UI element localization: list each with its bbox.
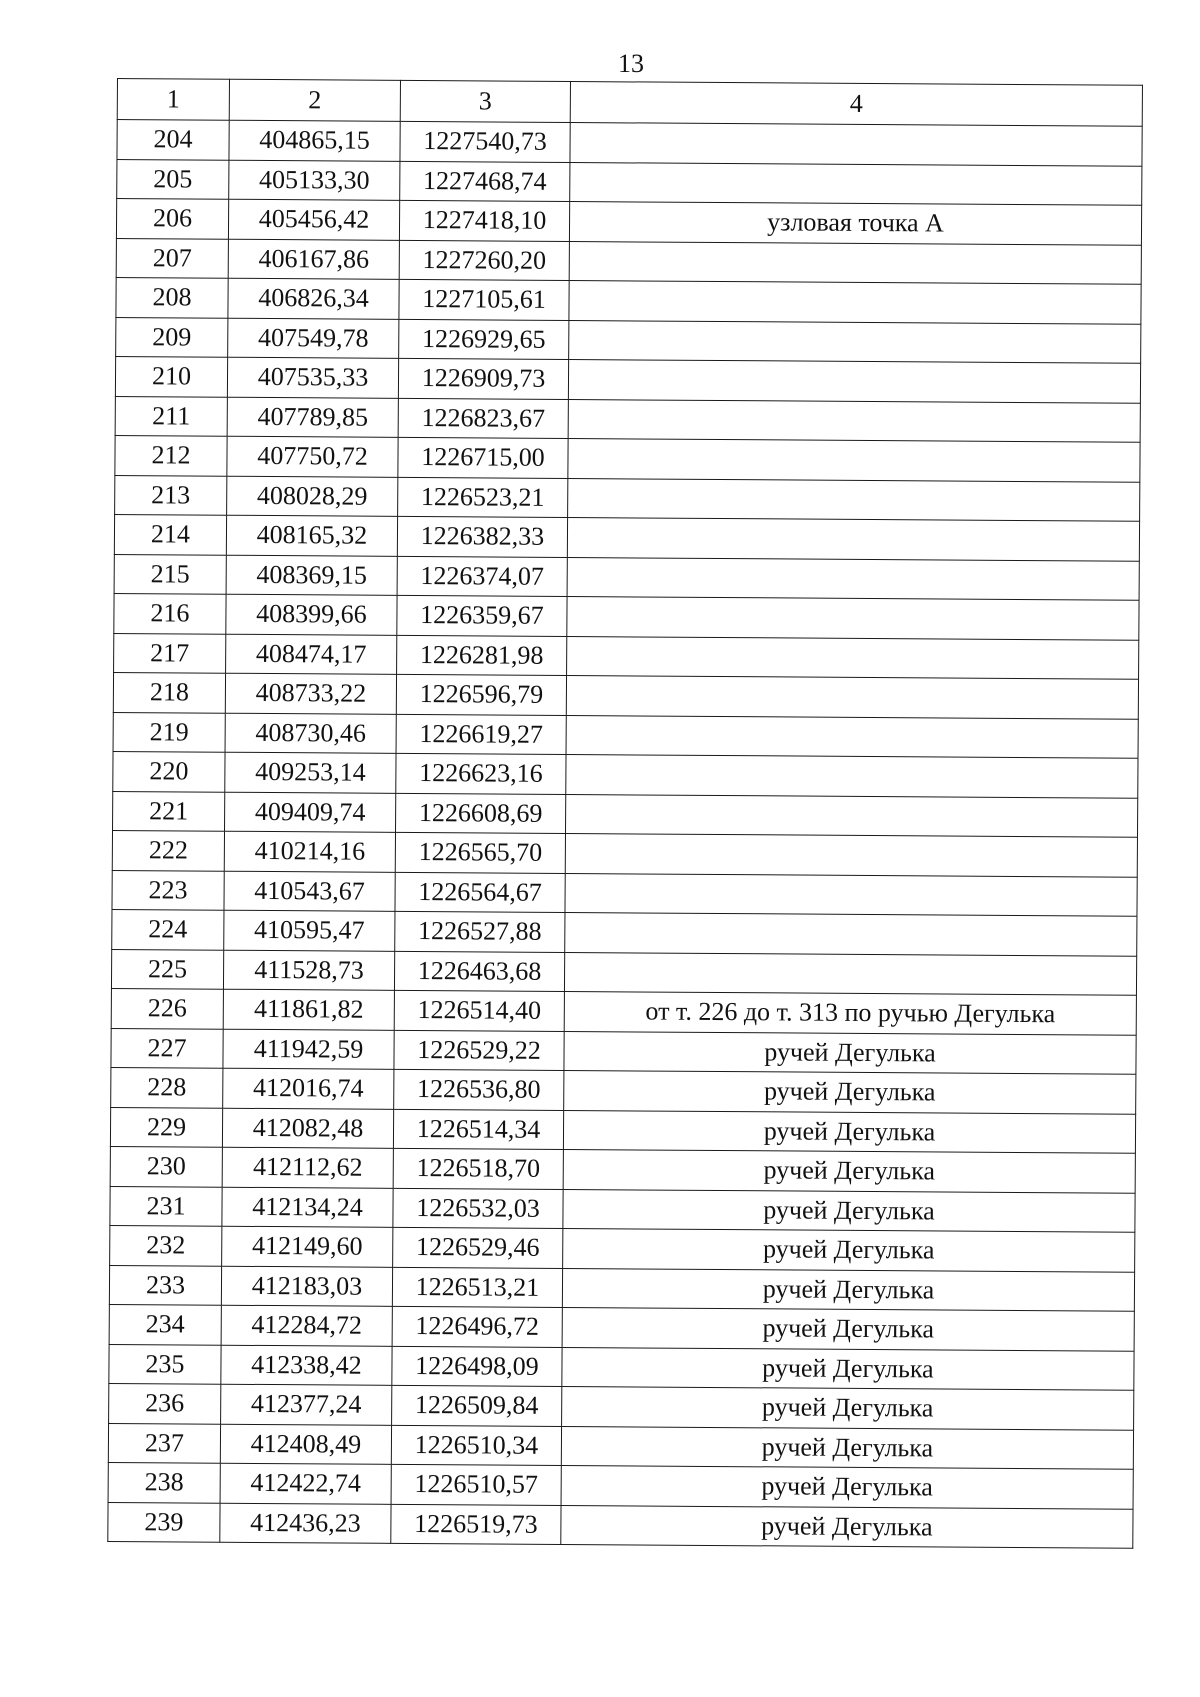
- y-coordinate-cell: 1226510,57: [391, 1464, 561, 1505]
- y-coordinate-cell: 1227260,20: [399, 240, 569, 281]
- column-header-3: 3: [400, 80, 570, 122]
- description-cell: ручей Дегулька: [562, 1307, 1134, 1350]
- table-row: [116, 199, 1141, 245]
- x-coordinate-cell: 410543,67: [224, 871, 395, 912]
- coordinates-table: [107, 78, 1143, 1549]
- description-cell: ручей Дегулька: [561, 1465, 1133, 1508]
- description-cell: [567, 517, 1139, 560]
- table-row: [115, 396, 1140, 442]
- x-coordinate-cell: 412436,23: [220, 1503, 391, 1544]
- point-number-cell: 208: [116, 277, 228, 317]
- table-row: [115, 475, 1140, 521]
- description-cell: ручей Дегулька: [562, 1347, 1134, 1390]
- point-number-cell: 210: [115, 356, 227, 396]
- y-coordinate-cell: 1226523,21: [398, 477, 568, 518]
- point-number-cell: 235: [109, 1344, 221, 1384]
- point-number-cell: 216: [114, 593, 226, 633]
- table-row: [116, 317, 1141, 363]
- x-coordinate-cell: 408165,32: [226, 515, 397, 556]
- page-number: 13: [618, 49, 644, 78]
- y-coordinate-cell: 1226281,98: [397, 635, 567, 676]
- y-coordinate-cell: 1226527,88: [395, 911, 565, 952]
- x-coordinate-cell: 404865,15: [229, 120, 400, 161]
- table-row: [109, 1344, 1134, 1390]
- description-cell: ручей Дегулька: [561, 1505, 1133, 1548]
- table-row: [116, 238, 1141, 284]
- description-cell: ручей Дегулька: [563, 1110, 1135, 1153]
- table-row: [115, 356, 1140, 402]
- x-coordinate-cell: 412338,42: [221, 1345, 392, 1386]
- description-cell: узловая точка А: [569, 202, 1141, 245]
- point-number-cell: 226: [111, 988, 223, 1028]
- point-number-cell: 238: [108, 1462, 220, 1502]
- x-coordinate-cell: 412149,60: [222, 1226, 393, 1267]
- table-row: [109, 1383, 1134, 1429]
- y-coordinate-cell: 1226715,00: [398, 437, 568, 478]
- x-coordinate-cell: 412422,74: [220, 1463, 391, 1504]
- y-coordinate-cell: 1226463,68: [394, 951, 564, 992]
- y-coordinate-cell: 1227540,73: [400, 121, 570, 162]
- point-number-cell: 234: [109, 1304, 221, 1344]
- y-coordinate-cell: 1226514,40: [394, 990, 564, 1031]
- point-number-cell: 215: [114, 554, 226, 594]
- table-row: [110, 1186, 1135, 1232]
- y-coordinate-cell: 1226823,67: [398, 398, 568, 439]
- x-coordinate-cell: 405133,30: [229, 160, 400, 201]
- x-coordinate-cell: 412082,48: [222, 1108, 393, 1149]
- point-number-cell: 220: [113, 751, 225, 791]
- y-coordinate-cell: 1226519,73: [391, 1504, 561, 1545]
- column-header-2: 2: [229, 79, 400, 121]
- y-coordinate-cell: 1226518,70: [393, 1148, 563, 1189]
- x-coordinate-cell: 408028,29: [227, 476, 398, 517]
- description-cell: от т. 226 до т. 313 по ручью Дегулька: [564, 991, 1136, 1034]
- description-cell: ручей Дегулька: [564, 1031, 1136, 1074]
- point-number-cell: 229: [110, 1107, 222, 1147]
- coordinates-table-wrapper: [107, 78, 1142, 1549]
- table-header-row: [117, 79, 1142, 127]
- description-cell: ручей Дегулька: [563, 1189, 1135, 1232]
- y-coordinate-cell: 1226496,72: [392, 1306, 562, 1347]
- table-row: [113, 712, 1138, 758]
- y-coordinate-cell: 1226608,69: [396, 793, 566, 834]
- x-coordinate-cell: 407535,33: [227, 357, 398, 398]
- point-number-cell: 214: [114, 514, 226, 554]
- x-coordinate-cell: 412183,03: [221, 1266, 392, 1307]
- table-row: [113, 751, 1138, 797]
- x-coordinate-cell: 406167,86: [228, 239, 399, 280]
- description-cell: [567, 557, 1139, 600]
- y-coordinate-cell: 1226374,07: [397, 556, 567, 597]
- point-number-cell: 217: [114, 633, 226, 673]
- description-cell: [570, 123, 1142, 166]
- table-row: [116, 277, 1141, 323]
- point-number-cell: 206: [116, 199, 228, 239]
- y-coordinate-cell: 1226382,33: [397, 516, 567, 557]
- point-number-cell: 227: [111, 1028, 223, 1068]
- point-number-cell: 221: [113, 791, 225, 831]
- description-cell: [566, 754, 1138, 797]
- y-coordinate-cell: 1226359,67: [397, 595, 567, 636]
- description-cell: ручей Дегулька: [561, 1426, 1133, 1469]
- description-cell: [565, 833, 1137, 876]
- table-row: [114, 514, 1139, 560]
- point-number-cell: 237: [108, 1423, 220, 1463]
- table-row: [111, 949, 1136, 995]
- description-cell: [566, 675, 1138, 718]
- point-number-cell: 239: [108, 1502, 220, 1542]
- x-coordinate-cell: 411942,59: [223, 1029, 394, 1070]
- y-coordinate-cell: 1226529,46: [393, 1227, 563, 1268]
- x-coordinate-cell: 405456,42: [228, 199, 399, 240]
- x-coordinate-cell: 409253,14: [225, 752, 396, 793]
- description-cell: [569, 241, 1141, 284]
- y-coordinate-cell: 1226514,34: [393, 1109, 563, 1150]
- point-number-cell: 225: [111, 949, 223, 989]
- point-number-cell: 228: [111, 1067, 223, 1107]
- point-number-cell: 213: [115, 475, 227, 515]
- description-cell: ручей Дегулька: [562, 1268, 1134, 1311]
- point-number-cell: 233: [109, 1265, 221, 1305]
- x-coordinate-cell: 408474,17: [226, 634, 397, 675]
- x-coordinate-cell: 408369,15: [226, 555, 397, 596]
- y-coordinate-cell: 1226619,27: [396, 714, 566, 755]
- table-row: [108, 1462, 1133, 1508]
- x-coordinate-cell: 412112,62: [222, 1147, 393, 1188]
- x-coordinate-cell: 408399,66: [226, 594, 397, 635]
- table-row: [111, 1067, 1136, 1113]
- y-coordinate-cell: 1226929,65: [399, 319, 569, 360]
- table-row: [115, 435, 1140, 481]
- description-cell: ручей Дегулька: [564, 1070, 1136, 1113]
- x-coordinate-cell: 410214,16: [224, 831, 395, 872]
- table-row: [108, 1423, 1133, 1469]
- y-coordinate-cell: 1227468,74: [400, 161, 570, 202]
- x-coordinate-cell: 412134,24: [222, 1187, 393, 1228]
- description-cell: [568, 360, 1140, 403]
- table-row: [114, 633, 1139, 679]
- x-coordinate-cell: 412284,72: [221, 1305, 392, 1346]
- table-row: [117, 159, 1142, 205]
- table-row: [114, 593, 1139, 639]
- description-cell: [568, 399, 1140, 442]
- table-row: [109, 1304, 1134, 1350]
- y-coordinate-cell: 1226536,80: [394, 1069, 564, 1110]
- y-coordinate-cell: 1226513,21: [392, 1267, 562, 1308]
- table-row: [111, 1028, 1136, 1074]
- description-cell: [565, 912, 1137, 955]
- y-coordinate-cell: 1226510,34: [391, 1425, 561, 1466]
- x-coordinate-cell: 408730,46: [225, 713, 396, 754]
- table-row: [108, 1502, 1133, 1548]
- x-coordinate-cell: 411861,82: [223, 989, 394, 1030]
- y-coordinate-cell: 1226623,16: [396, 753, 566, 794]
- description-cell: [567, 636, 1139, 679]
- y-coordinate-cell: 1226565,70: [395, 832, 565, 873]
- point-number-cell: 223: [112, 870, 224, 910]
- description-cell: ручей Дегулька: [563, 1149, 1135, 1192]
- point-number-cell: 224: [112, 909, 224, 949]
- x-coordinate-cell: 407789,85: [227, 397, 398, 438]
- x-coordinate-cell: 409409,74: [225, 792, 396, 833]
- table-body: [108, 120, 1142, 1549]
- column-header-4: 4: [570, 82, 1142, 127]
- x-coordinate-cell: 412408,49: [220, 1424, 391, 1465]
- x-coordinate-cell: 412016,74: [223, 1068, 394, 1109]
- point-number-cell: 212: [115, 435, 227, 475]
- y-coordinate-cell: 1226909,73: [398, 358, 568, 399]
- table-row: [110, 1225, 1135, 1271]
- x-coordinate-cell: 411528,73: [223, 950, 394, 991]
- point-number-cell: 211: [115, 396, 227, 436]
- x-coordinate-cell: 408733,22: [225, 673, 396, 714]
- description-cell: [568, 438, 1140, 481]
- table-row: [112, 830, 1137, 876]
- point-number-cell: 231: [110, 1186, 222, 1226]
- table-row: [113, 791, 1138, 837]
- y-coordinate-cell: 1226532,03: [393, 1188, 563, 1229]
- description-cell: [569, 320, 1141, 363]
- y-coordinate-cell: 1226529,22: [394, 1030, 564, 1071]
- description-cell: ручей Дегулька: [563, 1228, 1135, 1271]
- point-number-cell: 222: [112, 830, 224, 870]
- description-cell: [568, 478, 1140, 521]
- description-cell: [566, 715, 1138, 758]
- table-row: [113, 672, 1138, 718]
- description-cell: ручей Дегулька: [562, 1386, 1134, 1429]
- description-cell: [565, 873, 1137, 916]
- x-coordinate-cell: 407549,78: [228, 318, 399, 359]
- x-coordinate-cell: 406826,34: [228, 278, 399, 319]
- y-coordinate-cell: 1226596,79: [396, 674, 566, 715]
- point-number-cell: 219: [113, 712, 225, 752]
- description-cell: [569, 281, 1141, 324]
- point-number-cell: 205: [117, 159, 229, 199]
- point-number-cell: 236: [109, 1383, 221, 1423]
- table-row: [111, 988, 1136, 1034]
- point-number-cell: 204: [117, 120, 229, 160]
- table-row: [112, 870, 1137, 916]
- description-cell: [564, 952, 1136, 995]
- table-row: [110, 1107, 1135, 1153]
- point-number-cell: 218: [113, 672, 225, 712]
- x-coordinate-cell: 412377,24: [221, 1384, 392, 1425]
- point-number-cell: 230: [110, 1146, 222, 1186]
- table-row: [109, 1265, 1134, 1311]
- description-cell: [565, 794, 1137, 837]
- x-coordinate-cell: 407750,72: [227, 436, 398, 477]
- y-coordinate-cell: 1227418,10: [399, 200, 569, 241]
- column-header-1: 1: [117, 79, 229, 121]
- description-cell: [570, 162, 1142, 205]
- y-coordinate-cell: 1226498,09: [392, 1346, 562, 1387]
- table-row: [110, 1146, 1135, 1192]
- table-row: [112, 909, 1137, 955]
- point-number-cell: 232: [110, 1225, 222, 1265]
- point-number-cell: 207: [116, 238, 228, 278]
- y-coordinate-cell: 1226564,67: [395, 872, 565, 913]
- y-coordinate-cell: 1226509,84: [392, 1385, 562, 1426]
- description-cell: [567, 596, 1139, 639]
- point-number-cell: 209: [116, 317, 228, 357]
- table-row: [117, 120, 1142, 166]
- x-coordinate-cell: 410595,47: [224, 910, 395, 951]
- y-coordinate-cell: 1227105,61: [399, 279, 569, 320]
- table-row: [114, 554, 1139, 600]
